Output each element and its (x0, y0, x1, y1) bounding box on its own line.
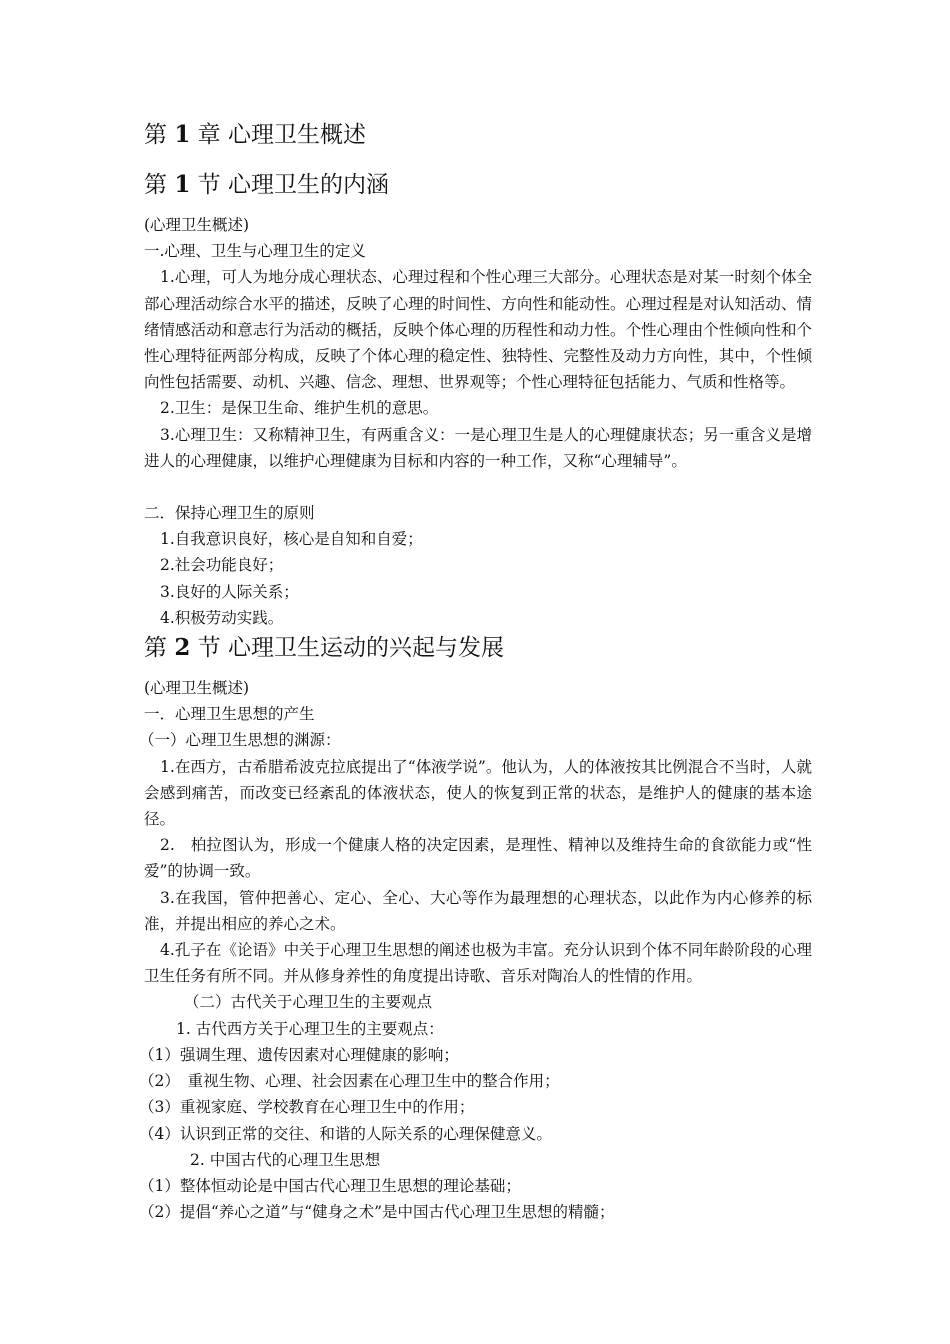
west-views-title: 1. 古代西方关于心理卫生的主要观点： (176, 1019, 444, 1038)
west-view-item: （4）认识到正常的交往、和谐的人际关系的心理保健意义。 (139, 1124, 552, 1143)
section-1-prefix: 第 (144, 172, 167, 198)
chapter-heading (144, 118, 812, 152)
china-views-title: 2. 中国古代的心理卫生思想 (190, 1150, 381, 1169)
chapter-number: 1 (174, 121, 191, 148)
principle-item: 2.社会功能良好； (160, 556, 284, 575)
section-2-prefix: 第 (144, 635, 167, 662)
origin-item: 1.在西方，古希腊希波克拉底提出了“体液学说”。他认为，人的体液按其比例混合不当时，人就会感到痛苦，而改变已经紊乱的体液状态，使人的恢复到正常的状态，是维护人的健康的基本途径。 (144, 757, 812, 829)
principle-item: 3.良好的人际关系； (160, 582, 299, 601)
china-view-item: （2）提倡“养心之道”与“健身之术”是中国古代心理卫生思想的精髓； (139, 1203, 615, 1222)
origin-item: 2. 柏拉图认为，形成一个健康人格的决定因素，是理性、精神以及维持生命的食欲能力或“性爱”的协调一致。 (144, 836, 812, 881)
definition-mental-hygiene: 3.心理卫生：又称精神卫生，有两重含义：一是心理卫生是人的心理健康状态；另一重含义是增进人的心理健康，以维护心理健康为目标和内容的一种工作，又称“心理辅导”。 (144, 425, 812, 470)
west-view-item: （3）重视家庭、学校教育在心理卫生中的作用； (139, 1098, 475, 1117)
china-view-item: （1）整体恒动论是中国古代心理卫生思想的理论基础； (139, 1176, 521, 1195)
origin-item: 3.在我国，管仲把善心、定心、全心、大心等作为最理想的心理状态，以此作为内心修养的标准，并提出相应的养心之术。 (144, 888, 812, 933)
principles-title: 二．保持心理卫生的原则 (144, 504, 315, 523)
definition-psychology: 1.心理，可人为地分成心理状态、心理过程和个性心理三大部分。心理状态是对某一时刻个体全部心理活动综合水平的描述，反映了心理的时间性、方向性和能动性。心理过程是对认知活动、情绪情感活动和意志行为活动的概括，反映个体心理的历程性和动力性。个性心理由个性倾向性和个性心理特征两部分构成，反映了个体心理的稳定性、独特性、完整性及动力方向性，其中，个性倾向性包括需要、动机、兴趣、信念、理想、世界观等；个性心理特征包括能力、气质和性格等。 (144, 268, 812, 392)
section-1-heading (144, 168, 812, 202)
origin-item: 4.孔子在《论语》中关于心理卫生思想的阐述也极为丰富。充分认识到个体不同年龄阶段的心理卫生任务有所不同。并从修身养性的角度提出诗歌、音乐对陶冶人的性情的作用。 (144, 941, 812, 986)
principle-item: 1.自我意识良好，核心是自知和自爱； (160, 530, 423, 549)
definitions-title: 一.心理、卫生与心理卫生的定义 (144, 242, 366, 261)
ancient-views-subtitle: （二）古代关于心理卫生的主要观点 (184, 993, 433, 1012)
section-2-heading (144, 631, 812, 665)
west-view-item: （1）强调生理、遗传因素对心理健康的影响； (139, 1045, 459, 1064)
origin-subtitle: （一）心理卫生思想的渊源： (139, 731, 341, 750)
section-2-number: 2 (174, 634, 191, 662)
west-view-item: （2） 重视生物、心理、社会因素在心理卫生中的整合作用； (139, 1072, 560, 1091)
definition-hygiene: 2.卫生：是保卫生命、维护生机的意思。 (160, 399, 439, 418)
section-2-source: (心理卫生概述) (144, 679, 250, 698)
section-1-number: 1 (174, 171, 191, 198)
section-1-suffix: 节 (197, 172, 221, 198)
chapter-title: 心理卫生概述 (227, 122, 366, 148)
principle-item: 4.积极劳动实践。 (160, 608, 284, 627)
document-body (139, 118, 812, 1225)
chapter-prefix: 第 (144, 122, 167, 148)
section-2-title: 心理卫生运动的兴起与发展 (227, 635, 504, 662)
section-2-suffix: 节 (197, 635, 221, 662)
section-1-title: 心理卫生的内涵 (227, 172, 389, 198)
chapter-suffix: 章 (197, 122, 221, 148)
section-1-source: (心理卫生概述) (144, 216, 250, 234)
origin-part-title: 一．心理卫生思想的产生 (144, 705, 315, 724)
